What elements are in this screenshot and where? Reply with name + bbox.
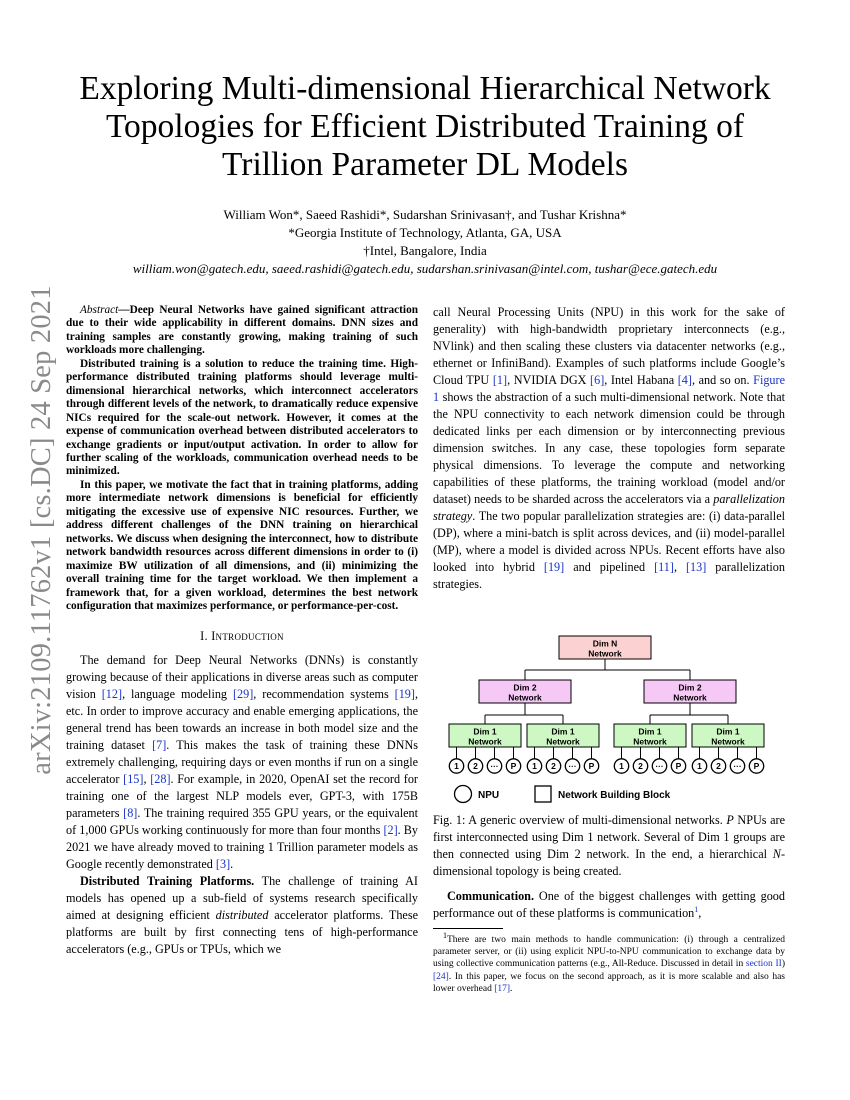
intro-paragraph-2: Distributed Training Platforms. The challenge of training AI models has opened up a sub-field of systems research specifically aimed at designing efficient distributed accelerator platforms. These platforms are built by first connecting tens of high-performance accelerators (e.g., GPUs or TPUs, which we [66, 874, 418, 957]
npu-label: P [510, 761, 517, 771]
citation-link[interactable]: [7] [152, 738, 167, 753]
citation-link[interactable]: [3] [215, 857, 231, 872]
author-block [60, 206, 790, 278]
introduction-text [66, 652, 418, 958]
citation-link[interactable]: [15] [123, 772, 144, 787]
legend-npu-label: NPU [478, 790, 500, 801]
dim-2-network-box-label: Dim 2 [513, 682, 537, 693]
dim-1-network-box-network-label: Network [468, 736, 502, 747]
abstract-p2: Distributed training is a solution to reduce the training time. High-performance distributed training platforms should leverage multi-dimensional hierarchical networks, which interconnect accelerators through different levels of the network, to dramatically reduce expensive NICs required for the scale-out network. However, it comes at the expense of communication overhead between distributed accelerators to exchange gradients or input/output activation. In order to allow for further scaling of the workloads, communication overhead needs to be minimized. [66, 357, 418, 478]
affiliation-1: *Georgia Institute of Technology, Atlanta, GA, USA [288, 225, 562, 240]
footnote-marker[interactable]: 1 [694, 904, 699, 914]
right-column [433, 304, 785, 593]
left-column [66, 304, 418, 958]
title-line-2: Topologies for Efficient Distributed Training of [105, 108, 745, 145]
intro-paragraph-1: The demand for Deep Neural Networks (DNNs) is constantly growing because of their applications in diverse areas such as computer vision [12], language modeling [29], recommendation systems [19], etc. In order to improve accuracy and enable emerging applications, the general trend has been towards an increase in both model size and the training dataset [7]. This makes the task of training these DNNs extremely challenging, requiring days or even months if run on a single accelerator [15], [28]. For example, in 2020, OpenAI set the record for training one of the largest NLP models ever, GPT-3, with 175B parameters [8]. The training required 355 GPU years, or the equivalent of 1,000 GPUs working continuously for more than four months [2]. By 2021 we have already moved to training 1 Trillion parameter models as Google recently demonstrated [3]. [66, 653, 419, 872]
figure-caption: Fig. 1: A generic overview of multi-dimensional networks. P NPUs are first interconnected using Dim 1 network. Several of Dim 1 groups are then connected using Dim 2 network. In the end, a hierarchical N-dimensional topology is being created. [433, 813, 785, 878]
citation-link[interactable]: [24] [433, 971, 449, 982]
section-reference-link[interactable]: section II [745, 959, 782, 970]
communication-paragraph: Communication. One of the biggest challenges with getting good performance out of these platforms is communication$^1$, [433, 889, 785, 920]
arxiv-identifier: arXiv:2109.11762v1 [cs.DC] 24 Sep 2021 [26, 285, 57, 775]
dim-1-network-box-network-label: Network [711, 736, 745, 747]
footnote: $^1$There are two main methods to handle communication: (i) through a centralized parameter server, or (ii) using explicit NPU-to-NPU communication to exchange data by using collective communication patterns (e.g., All-Reduce. Discussed in detail in section II) [24]. In this paper, we focus on the second approach, as it is more scalable and also has lower overhead [17]. [433, 930, 785, 994]
author-names: William Won*, Saeed Rashidi*, Sudarshan Srinivasan†, and Tushar Krishna* [223, 207, 627, 222]
abstract-label: Abstract [80, 304, 119, 316]
dim-2-network-box-network-label: Network [508, 692, 542, 703]
npu-label: ··· [733, 762, 742, 771]
figure-reference-link[interactable]: Figure 1 [433, 373, 785, 404]
npu-label: ··· [655, 762, 664, 771]
dim-n-network-box-network-label: Network [588, 648, 622, 659]
footnote-divider [433, 928, 503, 929]
dim-1-network-box-label: Dim 1 [551, 726, 575, 737]
citation-link[interactable]: [17] [494, 983, 511, 994]
title-line-3: Trillion Parameter DL Models [222, 146, 628, 183]
abstract-p3: In this paper, we motivate the fact that in training platforms, adding more intermediate network dimensions is beneficial for efficiently mitigating the excessive use of expensive NIC resources. Further, we address different challenges of the DNN training on hierarchical networks. We discuss when designing the interconnect, how to distribute network bandwidth resources across different dimensions in order to (i) maximize BW utilization of all dimensions, and (ii) minimizing the overall training time for the target workload. We then implement a framework that, for a given workload, determines the best network configuration that maximizes performance, or performance-per-cost. [66, 478, 418, 612]
dim-1-network-box-label: Dim 1 [716, 726, 740, 737]
citation-link[interactable]: [2] [383, 823, 398, 838]
citation-link[interactable]: [8] [123, 806, 138, 821]
legend-block-symbol [535, 786, 551, 802]
npu-label: ··· [568, 762, 577, 771]
npu-label: P [753, 761, 760, 771]
npu-label: 1 [454, 761, 459, 771]
citation-link[interactable]: [11] [654, 560, 674, 574]
citation-link[interactable]: [19] [394, 687, 415, 702]
abstract [66, 304, 418, 613]
dim-2-network-box-label: Dim 2 [678, 682, 702, 693]
npu-label: P [675, 761, 682, 771]
section-heading-introduction: I. Introduction [200, 629, 284, 644]
dim-1-network-box-network-label: Network [546, 736, 580, 747]
legend-npu-symbol [455, 786, 472, 803]
dim-1-network-box-network-label: Network [633, 736, 667, 747]
dim-1-network-box-label: Dim 1 [473, 726, 497, 737]
citation-link[interactable]: [29] [232, 687, 254, 702]
dim-1-network-box-label: Dim 1 [638, 726, 662, 737]
legend-block-label: Network Building Block [558, 790, 671, 801]
npu-label: 2 [551, 761, 556, 771]
citation-link[interactable]: [13] [686, 560, 707, 574]
npu-label: 1 [619, 761, 624, 771]
arxiv-stamp [22, 250, 62, 810]
npu-label: 2 [638, 761, 643, 771]
citation-link[interactable]: [1] [492, 373, 508, 387]
npu-label: 2 [473, 761, 478, 771]
network-diagram [445, 632, 775, 810]
citation-link[interactable]: [19] [543, 560, 565, 574]
npu-label: 2 [716, 761, 721, 771]
paragraph-lead: Distributed Training Platforms. [80, 874, 255, 889]
dim-2-network-box-network-label: Network [673, 692, 707, 703]
npu-label: 1 [532, 761, 537, 771]
author-emails: william.won@gatech.edu, saeed.rashidi@gatech.edu, sudarshan.srinivasan@intel.com, tushar@ece.gatech.edu [132, 261, 718, 276]
npu-label: P [588, 761, 595, 771]
citation-link[interactable]: [4] [677, 373, 692, 387]
title-line-1: Exploring Multi-dimensional Hierarchical Network [79, 70, 771, 107]
figure-1 [445, 632, 775, 810]
dim-n-network-box-label: Dim N [592, 638, 618, 649]
citation-link[interactable]: [6] [590, 373, 605, 387]
npu-label: ··· [490, 762, 499, 771]
citation-link[interactable]: [12] [101, 687, 123, 702]
paper-title [60, 70, 790, 184]
right-paragraph-1: call Neural Processing Units (NPU) in this work for the sake of generality) with high-bandwidth proprietary interconnects (e.g., NVlink) and then scaling these clusters via datacenter networks (e.g., ethernet or InfiniBand). Examples of such platforms include Google’s Cloud TPU [1], NVIDIA DGX [6], Intel Habana [4], and so on. Figure 1 shows the abstraction of a such multi-dimensional network. Note that the NPU connectivity to each network dimension could be through dedicated links per each dimension or by interconnecting previous dimension switches. In any case, these topologies form separate physical dimensions. To leverage the compute and networking capabilities of these platforms, the training workload (model and/or dataset) needs to be sharded across the accelerators via a parallelization strategy. The two popular parallelization strategies are: (i) data-parallel (DP), where a mini-batch is split across devices, and (ii) model-parallel (MP), where a model is divided across NPUs. Recent efforts have also looked into hybrid [19] and pipelined [11], [13] parallelization strategies. [433, 305, 785, 591]
abstract-p1: —Deep Neural Networks have gained significant attraction due to their wide applicability in different domains. DNN sizes and training samples are constantly growing, making training of such workloads more challenging. [66, 304, 418, 357]
paragraph-lead: Communication. [447, 889, 535, 903]
npu-label: 1 [697, 761, 702, 771]
affiliation-2: †Intel, Bangalore, India [363, 243, 487, 258]
citation-link[interactable]: [28] [150, 772, 171, 787]
